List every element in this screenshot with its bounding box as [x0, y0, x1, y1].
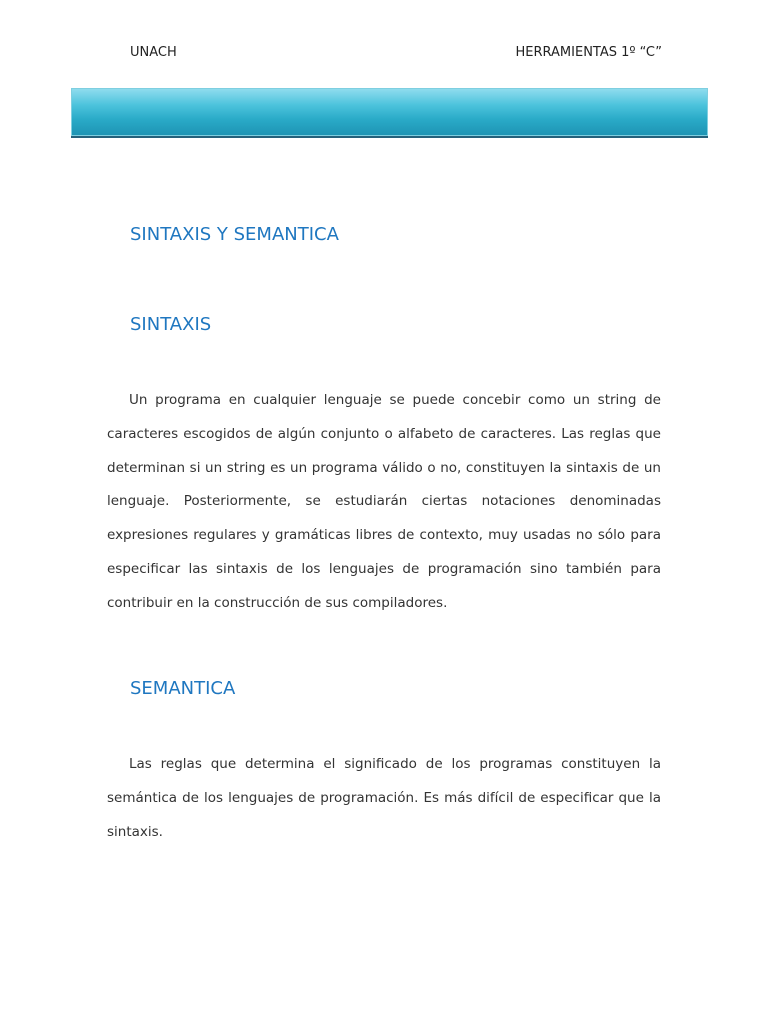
section-body-sintaxis: Un programa en cualquier lenguaje se puede concebir como un string de caracteres escogidos de algún conjunto o alfabeto de caracteres. Las reglas que determinan si un string es un programa válido o no, constituyen la sintaxis de un lenguaje. Posteriormente, se estudiarán ciertas notaciones denominadas expresiones regulares y gramáticas libres de contexto, muy usadas no sólo para especificar las sintaxis de los lenguajes de programación sino también para contribuir en la construcción de sus compiladores.: [107, 392, 661, 611]
document-title: SINTAXIS Y SEMANTICA: [130, 224, 339, 245]
header-left-text: UNACH: [130, 45, 177, 60]
section-body-semantica: Las reglas que determina el significado de los programas constituyen la semántica de los lenguajes de programación. Es más difícil de especificar que la sintaxis.: [107, 756, 661, 840]
section-heading-sintaxis: SINTAXIS: [130, 314, 212, 335]
banner-underline: [71, 136, 708, 138]
header-right-text: HERRAMIENTAS 1º “C”: [515, 45, 662, 60]
section-heading-semantica: SEMANTICA: [130, 678, 236, 699]
header-banner: [71, 88, 708, 136]
